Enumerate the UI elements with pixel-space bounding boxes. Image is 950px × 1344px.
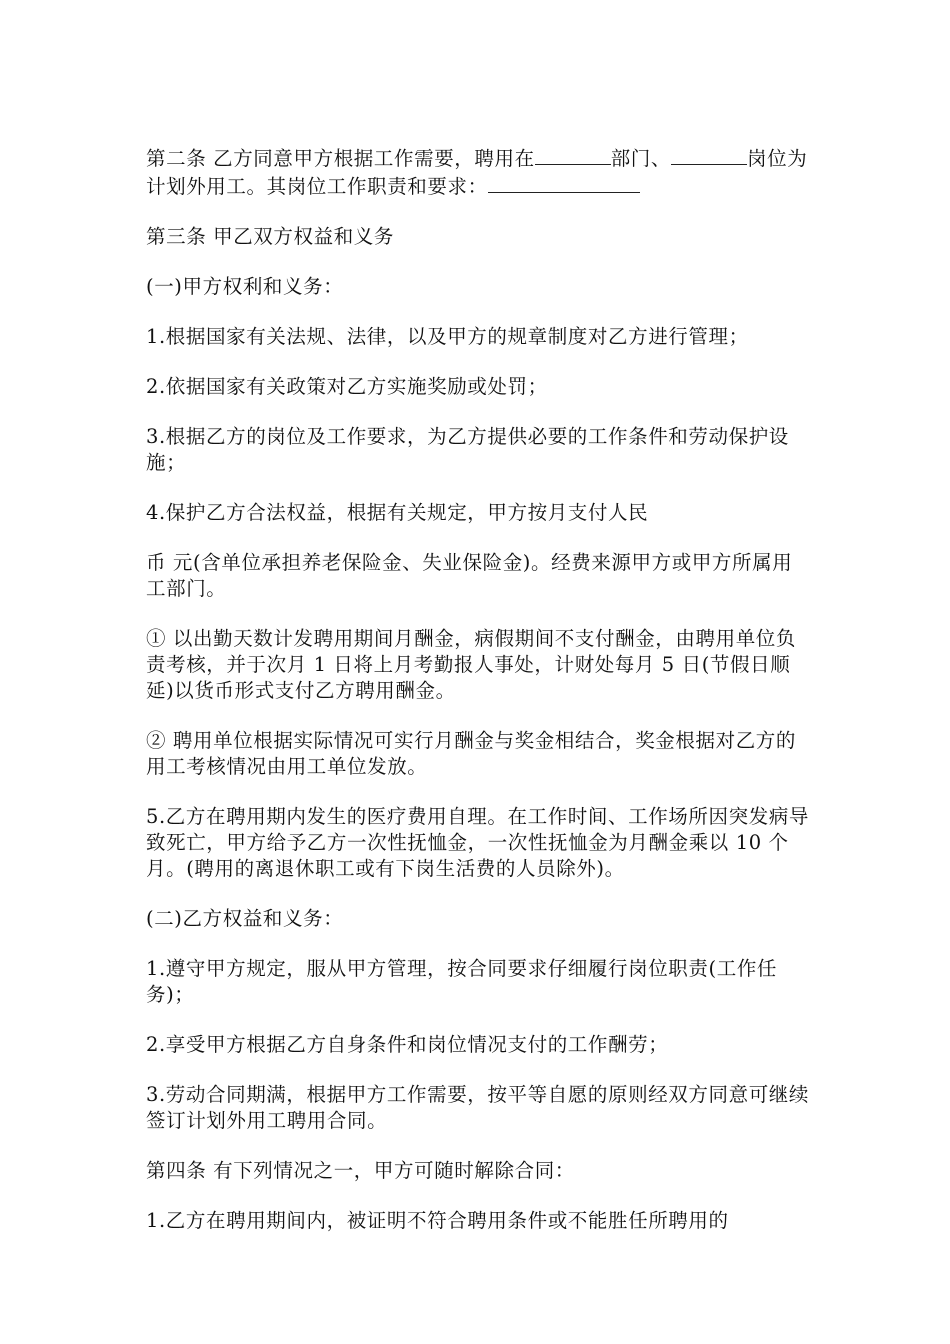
article-4-heading: 第四条 有下列情况之一，甲方可随时解除合同： [146,1159,575,1182]
party-a-item-2: 2.依据国家有关政策对乙方实施奖励或处罚； [146,375,548,398]
duties-blank [488,172,640,193]
department-blank [535,144,611,165]
article-3-heading: 第三条 甲乙双方权益和义务 [146,225,394,248]
party-b-item-2: 2.享受甲方根据乙方自身条件和岗位情况支付的工作酬劳； [146,1033,669,1056]
article-4-item-1: 1.乙方在聘用期间内，被证明不符合聘用条件或不能胜任所聘用的 [146,1209,729,1232]
party-b-item-3: 3.劳动合同期满，根据甲方工作需要，按平等自愿的原则经双方同意可继续签订计划外用工聘用合同。 [146,1083,810,1132]
party-a-item-3: 3.根据乙方的岗位及工作要求，为乙方提供必要的工作条件和劳动保护设施； [146,425,789,474]
party-a-item-4: 4.保护乙方合法权益，根据有关规定，甲方按月支付人民 [146,501,649,524]
party-a-item-1: 1.根据国家有关法规、法律，以及甲方的规章制度对乙方进行管理； [146,325,749,348]
article-2 [146,144,810,200]
party-a-item-4-cont: 币 元(含单位承担养老保险金、失业保险金)。经费来源甲方或甲方所属用工部门。 [146,551,793,600]
pay-rule-2: ② 聘用单位根据实际情况可实行月酬金与奖金相结合，奖金根据对乙方的用工考核情况由用工单位发放。 [146,729,796,778]
party-b-item-1: 1.遵守甲方规定，服从甲方管理，按合同要求仔细履行岗位职责(工作任务)； [146,957,778,1006]
section-party-b-heading: (二)乙方权益和义务： [146,907,344,930]
article-2-text-1: 第二条 乙方同意甲方根据工作需要，聘用在 [146,147,535,170]
section-party-a-heading: (一)甲方权利和义务： [146,275,344,298]
article-2-text-2: 部门、 [610,147,672,170]
position-blank [671,144,747,165]
document-page [146,144,810,1258]
party-a-item-5: 5.乙方在聘用期内发生的医疗费用自理。在工作时间、工作场所因突发病导致死亡，甲方给予乙方一次性抚恤金，一次性抚恤金为月酬金乘以 10 个月。(聘用的离退休职工或有下岗生活费的人员除外)。 [146,805,810,880]
article-2-text-3: 岗位为计划外用工。其岗位工作职责和要求： [146,147,808,198]
pay-rule-1: ① 以出勤天数计发聘用期间月酬金，病假期间不支付酬金，由聘用单位负责考核，并于次月 1 日将上月考勤报人事处，计财处每月 5 日(节假日顺延)以货币形式支付乙方聘用酬金。 [146,627,796,702]
